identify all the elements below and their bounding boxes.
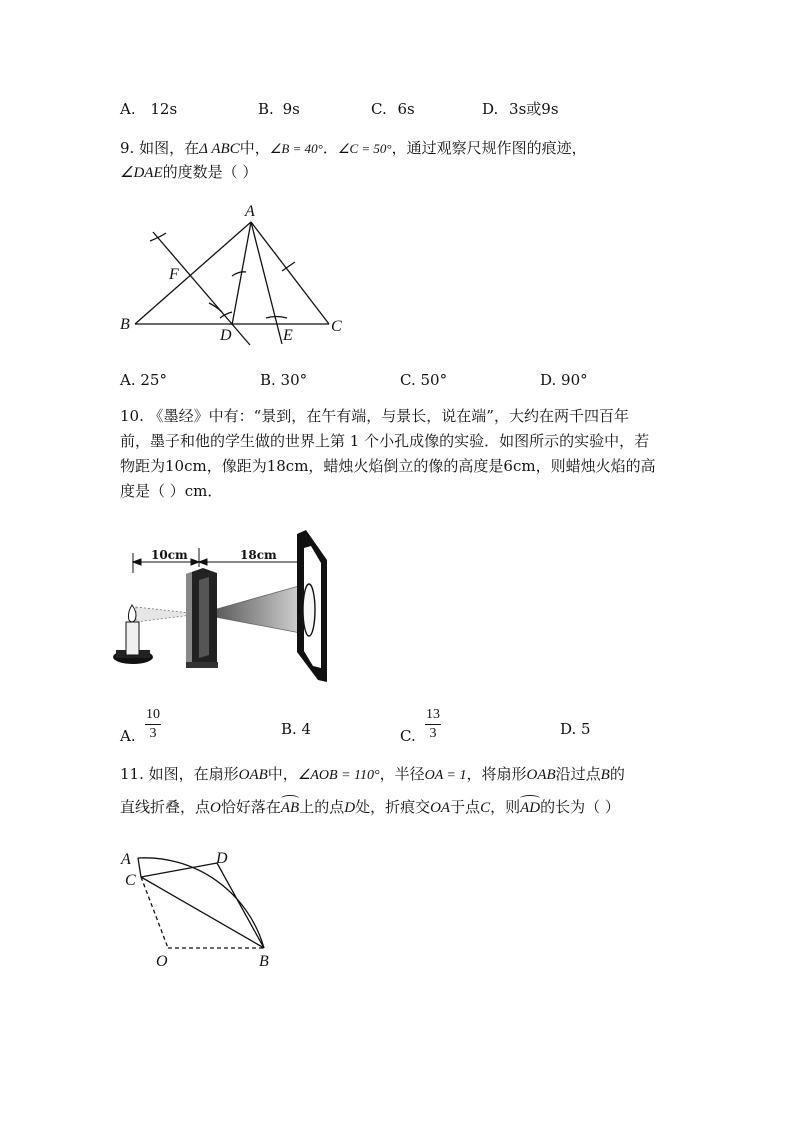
option-key: A. xyxy=(120,100,136,118)
option-key: C. xyxy=(371,100,387,118)
text: 11. 如图，在扇形 xyxy=(120,765,239,783)
q9-option-b: B. 30° xyxy=(260,371,308,389)
label-a: A xyxy=(245,203,255,220)
angle-b: ∠B = 40° xyxy=(269,141,323,156)
option-value: 6s xyxy=(397,100,415,118)
text: 中， xyxy=(267,765,298,783)
text: ，将扇形 xyxy=(466,765,527,783)
q10-option-c-key: C. xyxy=(400,727,416,745)
text: ，通过观察尺规作图的痕迹， xyxy=(391,139,587,157)
angle-dae: ∠DAE xyxy=(120,165,163,181)
angle-aob: ∠AOB = 110° xyxy=(297,768,380,783)
text: 直线折叠，点 xyxy=(120,798,211,816)
label-b: B xyxy=(259,953,269,970)
denominator: 3 xyxy=(429,726,437,741)
q10-option-d: D. 5 xyxy=(560,720,591,738)
point-o: O xyxy=(210,800,221,816)
label-d: D xyxy=(220,327,232,344)
text: 中， xyxy=(239,139,270,157)
q9-option-a: A. 25° xyxy=(120,371,167,389)
text: ，则 xyxy=(490,798,521,816)
option-key: B. xyxy=(258,100,274,118)
label-c: C xyxy=(331,318,342,335)
option-value: 9s xyxy=(282,100,300,118)
segment-oc-dashed xyxy=(141,877,168,948)
segment-cd xyxy=(141,863,217,877)
label-a: A xyxy=(121,851,131,868)
label-b: B xyxy=(120,316,130,333)
dim-label-image: 18cm xyxy=(240,548,277,562)
label-d: D xyxy=(216,850,228,867)
text: ，半径 xyxy=(379,765,425,783)
q10-stem-line3: 物距为10cm，像距为18cm，蜡烛火焰倒立的像的高度是6cm，则蜡烛火焰的高 xyxy=(120,457,656,475)
q10-option-b: B. 4 xyxy=(281,720,312,738)
option-key: D. xyxy=(482,100,499,118)
text: 沿过点 xyxy=(555,765,601,783)
numerator: 10 xyxy=(146,707,160,722)
radius-eq: OA = 1 xyxy=(424,768,467,783)
segment-db xyxy=(217,863,264,948)
denominator: 3 xyxy=(149,726,157,741)
point-c: C xyxy=(480,800,491,816)
angle-c: ∠C = 50° xyxy=(337,141,392,156)
q10-stem-line1: 10. 《墨经》中有：“景到，在午有端，与景长，说在端”，大约在两千四百年 xyxy=(120,407,629,425)
q9-option-c: C. 50° xyxy=(400,371,448,389)
label-f: F xyxy=(169,266,179,283)
label-e: E xyxy=(283,327,293,344)
text: 的度数是（ ） xyxy=(162,163,258,181)
text: 的 xyxy=(609,765,625,783)
text: 处，折痕交 xyxy=(355,798,431,816)
text: 上的点 xyxy=(299,798,345,816)
label-o: O xyxy=(156,953,168,970)
text: 恰好落在 xyxy=(220,798,281,816)
text: 于点 xyxy=(450,798,481,816)
sector-name: OAB xyxy=(238,767,268,783)
q9-option-d: D. 90° xyxy=(540,371,588,389)
option-value: 3s或9s xyxy=(509,100,559,118)
q10-stem-line2: 前，墨子和他的学生做的世界上第 1 个小孔成像的实验．如图所示的实验中，若 xyxy=(120,432,650,450)
point-d: D xyxy=(344,800,356,816)
text: 的长为（ ） xyxy=(540,798,620,816)
text: 9. 如图，在 xyxy=(120,139,200,157)
segment-ac xyxy=(138,858,141,877)
text: ． xyxy=(322,139,338,157)
q10-stem-line4: 度是（ ）cm． xyxy=(120,482,223,500)
dim-label-object: 10cm xyxy=(151,548,188,562)
label-c: C xyxy=(125,872,136,889)
sector-arc-ab xyxy=(138,858,264,948)
crease-cb xyxy=(141,877,264,948)
option-value: 12s xyxy=(150,100,178,118)
triangle-name: Δ ABC xyxy=(199,141,240,157)
point-b: B xyxy=(600,767,610,783)
numerator: 13 xyxy=(426,707,440,722)
segment-oa: OA xyxy=(430,800,451,816)
arc-label: AD xyxy=(520,800,541,816)
q10-option-a-key: A. xyxy=(120,727,136,745)
arc-label: AB xyxy=(280,800,300,816)
sector-name: OAB xyxy=(526,767,556,783)
